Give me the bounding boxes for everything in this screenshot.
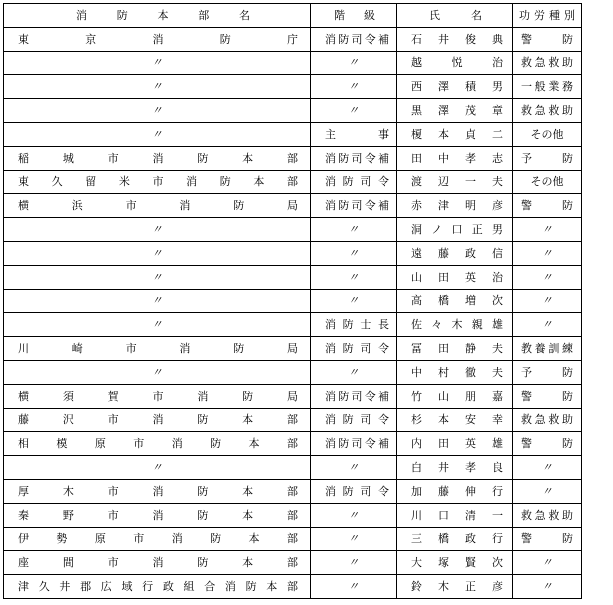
cell-rank-text: 〃 (348, 461, 359, 475)
cell-rank-text: 消 防 司 令 (325, 175, 389, 189)
cell-name (397, 289, 513, 313)
cell-org-text: 津 久 井 郡 広 域 行 政 組 合 消 防 本 部 (18, 580, 298, 594)
award-table (3, 3, 582, 599)
cell-name (397, 479, 513, 503)
cell-rank-text: 〃 (348, 532, 359, 546)
cell-rank (311, 51, 397, 75)
cell-name-text: 洞 ノ 口 正 男 (411, 223, 503, 237)
cell-name-text: 石 井 俊 典 (411, 32, 503, 46)
cell-name (397, 170, 513, 194)
cell-name (397, 99, 513, 123)
cell-rank-text: 〃 (348, 104, 359, 118)
cell-org (4, 99, 311, 123)
cell-org (4, 527, 311, 551)
cell-type (513, 313, 582, 337)
cell-name (397, 432, 513, 456)
cell-name-text: 白 井 孝 良 (411, 461, 503, 475)
header-org-label: 消 防 本 部 名 (76, 8, 250, 22)
table-row (4, 194, 582, 218)
cell-org-text: 〃 (151, 270, 163, 284)
cell-rank (311, 27, 397, 51)
cell-name (397, 527, 513, 551)
cell-name (397, 75, 513, 99)
cell-org (4, 27, 311, 51)
cell-org (4, 313, 311, 337)
cell-name-text: 高 橋 増 次 (411, 294, 503, 308)
cell-type (513, 479, 582, 503)
cell-type (513, 194, 582, 218)
cell-type (513, 27, 582, 51)
cell-name (397, 551, 513, 575)
cell-name-text: 加 藤 伸 行 (411, 484, 503, 498)
cell-name (397, 241, 513, 265)
cell-name (397, 503, 513, 527)
cell-org-text: 相 模 原 市 消 防 本 部 (18, 437, 298, 451)
cell-rank (311, 99, 397, 123)
cell-rank (311, 575, 397, 599)
cell-rank (311, 289, 397, 313)
cell-name-text: 黒 澤 茂 章 (411, 104, 503, 118)
cell-name (397, 408, 513, 432)
table-row (4, 289, 582, 313)
cell-type-text: 予 防 (521, 365, 573, 379)
cell-org (4, 432, 311, 456)
cell-type-text: 救 急 救 助 (521, 56, 573, 70)
cell-rank (311, 360, 397, 384)
cell-org-text: 〃 (151, 318, 163, 332)
header-rank (311, 4, 397, 28)
cell-name-text: 中 村 徹 夫 (411, 365, 503, 379)
cell-name (397, 575, 513, 599)
cell-org-text: 東 久 留 米 市 消 防 本 部 (18, 175, 298, 189)
cell-name (397, 456, 513, 480)
cell-type-text: 〃 (541, 270, 553, 284)
cell-org-text: 〃 (151, 223, 163, 237)
header-name (397, 4, 513, 28)
cell-org-text: 厚 木 市 消 防 本 部 (18, 484, 298, 498)
cell-type (513, 289, 582, 313)
cell-type (513, 146, 582, 170)
table-row (4, 527, 582, 551)
cell-type (513, 384, 582, 408)
table-row (4, 575, 582, 599)
cell-name-text: 杉 本 安 幸 (411, 413, 503, 427)
cell-type (513, 337, 582, 361)
cell-rank (311, 122, 397, 146)
table-row (4, 313, 582, 337)
cell-name (397, 194, 513, 218)
cell-type-text: 〃 (541, 318, 553, 332)
cell-type (513, 51, 582, 75)
cell-name (397, 27, 513, 51)
cell-org-text: 秦 野 市 消 防 本 部 (18, 508, 298, 522)
cell-rank-text: 消 防 士 長 (325, 318, 389, 332)
cell-rank (311, 456, 397, 480)
cell-name-text: 冨 田 静 夫 (411, 342, 503, 356)
cell-rank-text: 消 防 司 令 (325, 342, 389, 356)
cell-org (4, 218, 311, 242)
cell-type-text: 〃 (541, 294, 553, 308)
cell-name (397, 122, 513, 146)
table-row (4, 51, 582, 75)
cell-type (513, 408, 582, 432)
cell-org (4, 337, 311, 361)
cell-org-text: 〃 (151, 294, 163, 308)
cell-rank (311, 384, 397, 408)
header-type (513, 4, 582, 28)
cell-rank (311, 170, 397, 194)
cell-name-text: 田 中 孝 志 (411, 151, 503, 165)
cell-type (513, 432, 582, 456)
cell-name-text: 大 塚 賢 次 (411, 556, 503, 570)
cell-org-text: 稲 城 市 消 防 本 部 (18, 151, 298, 165)
cell-org-text: 伊 勢 原 市 消 防 本 部 (18, 532, 298, 546)
cell-type (513, 75, 582, 99)
cell-name-text: 越 悦 治 (411, 56, 503, 70)
cell-org (4, 289, 311, 313)
cell-name-text: 三 橋 政 行 (411, 532, 503, 546)
cell-type-text: 救 急 救 助 (521, 413, 573, 427)
cell-type-text: その他 (530, 127, 564, 141)
cell-org-text: 〃 (151, 246, 163, 260)
table-row (4, 122, 582, 146)
cell-org-text: 藤 沢 市 消 防 本 部 (18, 413, 298, 427)
cell-type-text: 予 防 (521, 151, 573, 165)
cell-name-text: 竹 山 朋 嘉 (411, 389, 503, 403)
cell-type (513, 456, 582, 480)
table-row (4, 360, 582, 384)
cell-name (397, 384, 513, 408)
cell-rank (311, 75, 397, 99)
cell-rank (311, 551, 397, 575)
cell-type-text: 警 防 (521, 389, 573, 403)
cell-rank-text: 消 防 司 令 補 (325, 199, 389, 213)
cell-name-text: 鈴 木 正 彦 (411, 580, 503, 594)
cell-name (397, 51, 513, 75)
cell-name-text: 遠 藤 政 信 (411, 246, 503, 260)
cell-org-text: 〃 (151, 365, 163, 379)
header-org (4, 4, 311, 28)
cell-org (4, 575, 311, 599)
cell-name (397, 337, 513, 361)
cell-rank-text: 〃 (348, 294, 359, 308)
table-row (4, 337, 582, 361)
cell-type (513, 527, 582, 551)
table-row (4, 503, 582, 527)
table-row (4, 432, 582, 456)
cell-org (4, 265, 311, 289)
cell-rank-text: 消 防 司 令 補 (325, 437, 389, 451)
cell-rank (311, 408, 397, 432)
cell-rank (311, 146, 397, 170)
cell-rank-text: 〃 (348, 365, 359, 379)
table-row (4, 99, 582, 123)
cell-rank (311, 313, 397, 337)
cell-type (513, 99, 582, 123)
cell-org-text: 横 須 賀 市 消 防 局 (18, 389, 298, 403)
cell-org-text: 〃 (151, 56, 163, 70)
cell-org (4, 360, 311, 384)
cell-rank-text: 〃 (348, 246, 359, 260)
table-row (4, 479, 582, 503)
cell-type-text: 教 養 訓 練 (521, 342, 573, 356)
header-rank-label: 階 級 (334, 8, 375, 22)
table-row (4, 456, 582, 480)
cell-type-text: 警 防 (521, 32, 573, 46)
cell-type-text: 警 防 (521, 199, 573, 213)
cell-type (513, 360, 582, 384)
cell-rank (311, 265, 397, 289)
cell-name-text: 佐 々 木 親 雄 (411, 318, 503, 332)
table-row (4, 146, 582, 170)
cell-type-text: 救 急 救 助 (521, 104, 573, 118)
cell-type-text: その他 (530, 175, 564, 189)
cell-org-text: 〃 (151, 104, 163, 118)
cell-type-text: 警 防 (521, 532, 573, 546)
cell-type (513, 122, 582, 146)
cell-type (513, 218, 582, 242)
cell-type (513, 170, 582, 194)
cell-name (397, 360, 513, 384)
cell-org-text: 〃 (151, 80, 163, 94)
cell-type (513, 265, 582, 289)
cell-rank (311, 432, 397, 456)
table-row (4, 408, 582, 432)
cell-org-text: 〃 (151, 127, 163, 141)
cell-rank (311, 218, 397, 242)
cell-name-text: 赤 津 明 彦 (411, 199, 503, 213)
cell-rank-text: 〃 (348, 80, 359, 94)
cell-org-text: 東 京 消 防 庁 (18, 32, 298, 46)
cell-rank-text: 〃 (348, 556, 359, 570)
cell-type-text: 〃 (541, 246, 553, 260)
cell-org (4, 194, 311, 218)
cell-type-text: 〃 (541, 484, 553, 498)
cell-org (4, 456, 311, 480)
cell-rank-text: 〃 (348, 580, 359, 594)
cell-rank-text: 消 防 司 令 補 (325, 389, 389, 403)
cell-name-text: 川 口 清 一 (411, 508, 503, 522)
cell-org (4, 170, 311, 194)
cell-org (4, 551, 311, 575)
cell-org-text: 横 浜 市 消 防 局 (18, 199, 298, 213)
cell-type-text: 〃 (541, 580, 553, 594)
cell-name-text: 山 田 英 治 (411, 270, 503, 284)
cell-org (4, 408, 311, 432)
cell-type (513, 503, 582, 527)
table-row (4, 218, 582, 242)
cell-rank (311, 503, 397, 527)
cell-type (513, 575, 582, 599)
cell-org-text: 座 間 市 消 防 本 部 (18, 556, 298, 570)
cell-rank-text: 消 防 司 令 (325, 484, 389, 498)
cell-org-text: 〃 (151, 461, 163, 475)
cell-org (4, 122, 311, 146)
cell-org (4, 146, 311, 170)
table-row (4, 75, 582, 99)
cell-rank-text: 〃 (348, 270, 359, 284)
cell-name (397, 313, 513, 337)
cell-type-text: 〃 (541, 556, 553, 570)
cell-rank-text: 〃 (348, 508, 359, 522)
cell-name (397, 218, 513, 242)
cell-name (397, 265, 513, 289)
cell-rank (311, 479, 397, 503)
cell-org (4, 51, 311, 75)
cell-rank-text: 消 防 司 令 補 (325, 32, 389, 46)
cell-rank-text: 〃 (348, 56, 359, 70)
header-name-label: 氏 名 (429, 8, 482, 22)
cell-name-text: 内 田 英 雄 (411, 437, 503, 451)
cell-type-text: 一 般 業 務 (521, 80, 573, 94)
cell-rank-text: 消 防 司 令 (325, 413, 389, 427)
cell-rank-text: 〃 (348, 223, 359, 237)
cell-name-text: 榎 本 貞 二 (411, 127, 503, 141)
cell-rank-text: 消 防 司 令 補 (325, 151, 389, 165)
cell-type-text: 〃 (541, 223, 553, 237)
table-row (4, 27, 582, 51)
cell-rank (311, 241, 397, 265)
table-row (4, 265, 582, 289)
cell-org (4, 384, 311, 408)
cell-rank (311, 527, 397, 551)
cell-name-text: 渡 辺 一 夫 (411, 175, 503, 189)
cell-name-text: 西 澤 積 男 (411, 80, 503, 94)
table-row (4, 384, 582, 408)
cell-org-text: 川 崎 市 消 防 局 (18, 342, 298, 356)
cell-type-text: 救 急 救 助 (521, 508, 573, 522)
cell-org (4, 503, 311, 527)
cell-rank-text: 主 事 (325, 127, 389, 141)
cell-rank (311, 194, 397, 218)
header-row (4, 4, 582, 28)
table-row (4, 551, 582, 575)
table-body (4, 27, 582, 598)
table-row (4, 170, 582, 194)
table-row (4, 241, 582, 265)
cell-rank (311, 337, 397, 361)
cell-type (513, 241, 582, 265)
cell-org (4, 241, 311, 265)
cell-name (397, 146, 513, 170)
cell-type (513, 551, 582, 575)
cell-type-text: 〃 (541, 461, 553, 475)
cell-org (4, 75, 311, 99)
cell-type-text: 警 防 (521, 437, 573, 451)
cell-org (4, 479, 311, 503)
header-type-label: 功 労 種 別 (519, 8, 575, 22)
